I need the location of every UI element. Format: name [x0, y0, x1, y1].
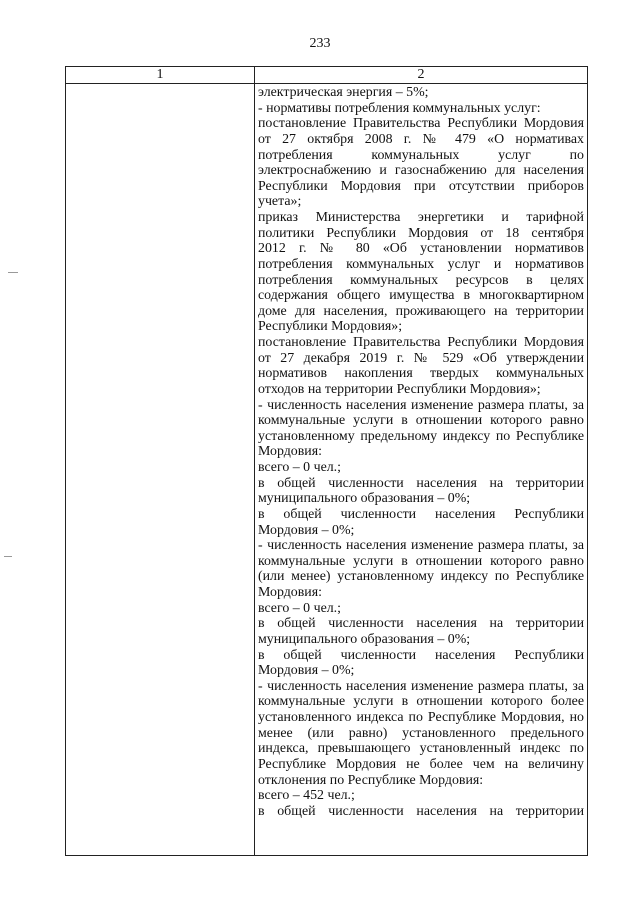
- text-line: муниципального образования – 0%;: [258, 631, 471, 647]
- text-line: в общей численности населения Республики: [258, 506, 584, 522]
- text-line: (или менее) установленному индексу по Республике: [258, 569, 584, 585]
- text-line: учета»;: [258, 194, 302, 210]
- text-line: доме для населения, проживающего на территории: [258, 303, 584, 319]
- text-line: постановление Правительства Республики Мордовия: [258, 335, 584, 350]
- text-line: от 27 октября 2008 г. № 479 «О нормативах: [258, 131, 584, 147]
- text-line: всего – 0 чел.;: [258, 460, 341, 475]
- text-line: всего – 0 чел.;: [258, 600, 341, 616]
- column-header-1: 1: [66, 67, 255, 84]
- text-line: коммунальные услуги в отношении которого равно: [258, 553, 584, 569]
- text-line: установленному предельному индексу по Республике: [258, 428, 584, 444]
- page-number: 233: [309, 36, 331, 51]
- text-line: Мордовия:: [258, 585, 322, 600]
- text-line: Мордовия – 0%;: [258, 522, 355, 538]
- text-line: нормативов накопления твердых коммунальных: [258, 366, 584, 382]
- text-line: приказ Министерства энергетики и тарифной: [258, 210, 584, 225]
- text-line: в общей численности населения на территории: [258, 475, 584, 491]
- text-line: - численность населения изменение размера платы, за: [258, 397, 584, 413]
- column-header-2: 2: [255, 67, 588, 84]
- text-line: менее (или равно) установленного предельного: [258, 725, 584, 741]
- text-line: - численность населения изменение размера платы, за: [258, 538, 584, 554]
- text-line: содержания общего имущества в многоквартирном: [258, 288, 584, 304]
- text-line: отклонения по Республике Мордовия:: [258, 772, 484, 788]
- table-row: [66, 84, 588, 856]
- text-line: Республике Мордовия не более чем на величину: [258, 756, 584, 772]
- text-line: электрическая энергия – 5%;: [258, 85, 429, 100]
- text-line: - численность населения изменение размера платы, за: [258, 678, 584, 694]
- text-line: в общей численности населения Республики: [258, 647, 584, 663]
- text-line: - нормативы потребления коммунальных услуг:: [258, 100, 541, 116]
- text-line: электроснабжению и газоснабжению для населения: [258, 163, 584, 179]
- text-line: потребления коммунальных ресурсов в целях: [258, 272, 584, 288]
- text-line: от 27 декабря 2019 г. № 529 «Об утверждении: [258, 350, 584, 366]
- text-line: установленного индекса по Республике Мордовия, но: [258, 710, 584, 725]
- text-line: 2012 г. № 80 «Об установлении нормативов: [258, 241, 584, 257]
- text-line: индекса, превышающего установленный индекс по: [258, 741, 584, 757]
- scan-mark: [8, 272, 18, 273]
- text-line: потребления коммунальных услуг по: [258, 147, 584, 163]
- table-header-row: [66, 67, 588, 84]
- text-line: политики Республики Мордовия от 18 сентября: [258, 225, 584, 241]
- text-line: Республики Мордовия при отсутствии приборов: [258, 178, 584, 194]
- text-line: Мордовия – 0%;: [258, 663, 355, 679]
- column-2-cell: [255, 84, 588, 856]
- column-1-cell: [66, 84, 255, 856]
- text-line: Республики Мордовия»;: [258, 319, 403, 335]
- text-line: всего – 452 чел.;: [258, 788, 355, 804]
- text-line: Мордовия:: [258, 444, 322, 460]
- text-line: в общей численности населения на территории: [258, 803, 584, 819]
- document-table: [65, 66, 588, 856]
- text-line: муниципального образования – 0%;: [258, 491, 471, 507]
- text-line: отходов на территории Республики Мордовия»;: [258, 381, 541, 397]
- text-line: коммунальные услуги в отношении которого более: [258, 694, 584, 710]
- text-line: коммунальные услуги в отношении которого равно: [258, 413, 584, 429]
- text-line: потребления коммунальных услуг и нормативов: [258, 256, 584, 272]
- scan-mark: [4, 556, 12, 557]
- text-line: постановление Правительства Республики Мордовия: [258, 116, 584, 132]
- text-line: в общей численности населения на территории: [258, 616, 584, 632]
